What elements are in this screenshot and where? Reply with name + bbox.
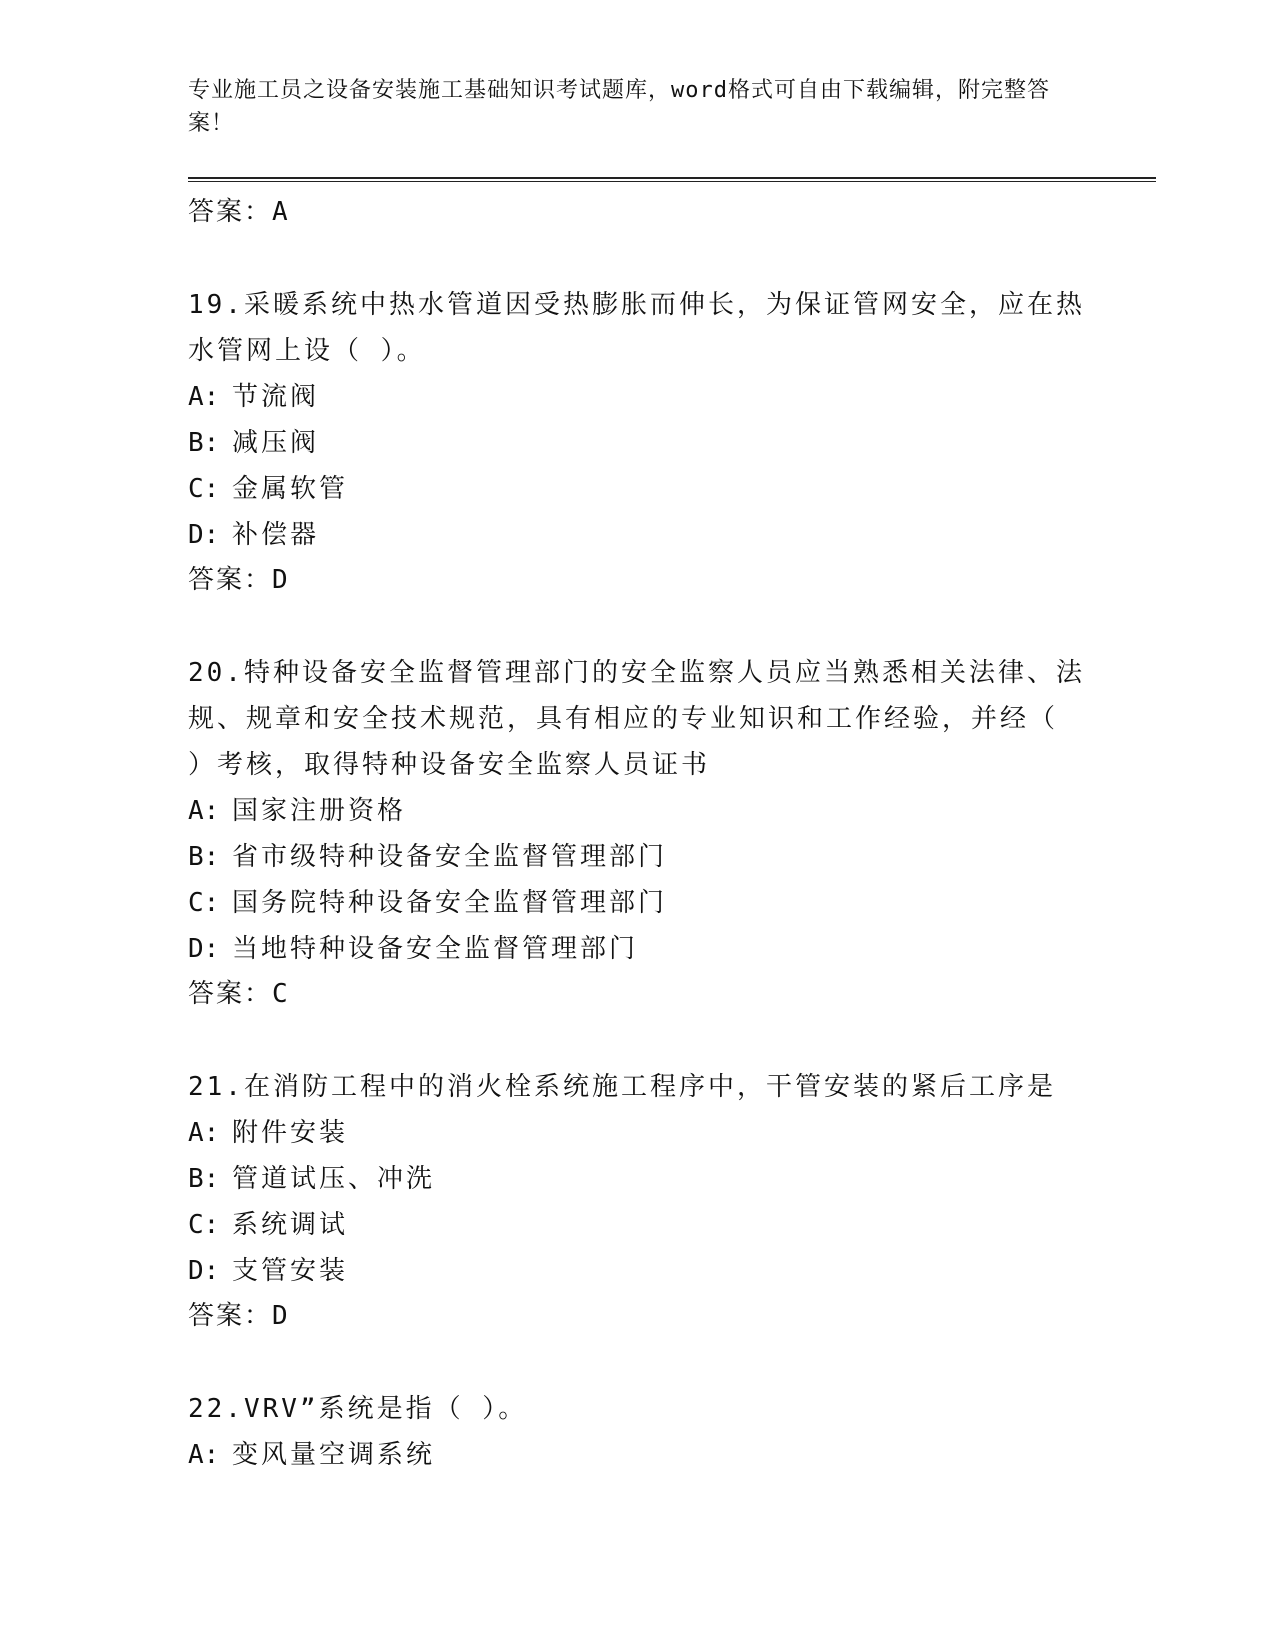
question-block bbox=[188, 282, 1088, 602]
answer-line: 答案：D bbox=[188, 565, 288, 595]
question-block bbox=[188, 1386, 1088, 1478]
answer-line: 答案：A bbox=[188, 197, 288, 227]
question-text: 21.在消防工程中的消火栓系统施工程序中，干管安装的紧后工序是 bbox=[188, 1072, 1056, 1102]
option-d: D: 支管安装 bbox=[188, 1256, 349, 1286]
option-a: A: 国家注册资格 bbox=[188, 796, 407, 826]
option-b: B: 减压阀 bbox=[188, 428, 320, 458]
option-c: C: 系统调试 bbox=[188, 1210, 349, 1240]
option-b: B: 省市级特种设备安全监督管理部门 bbox=[188, 842, 668, 872]
option-d: D: 补偿器 bbox=[188, 520, 320, 550]
question-list bbox=[188, 190, 1088, 1478]
option-b: B: 管道试压、冲洗 bbox=[188, 1164, 436, 1194]
option-c: C: 金属软管 bbox=[188, 474, 349, 504]
question-block bbox=[188, 650, 1088, 1016]
document-header: 专业施工员之设备安装施工基础知识考试题库，word格式可自由下载编辑，附完整答案！ bbox=[188, 78, 1050, 136]
header-divider bbox=[188, 177, 1156, 182]
question-text: 22.VRV”系统是指（ ）。 bbox=[188, 1394, 528, 1424]
option-c: C: 国务院特种设备安全监督管理部门 bbox=[188, 888, 668, 918]
option-a: A: 变风量空调系统 bbox=[188, 1440, 436, 1470]
option-d: D: 当地特种设备安全监督管理部门 bbox=[188, 934, 639, 964]
answer-line: 答案：D bbox=[188, 1301, 288, 1331]
answer-line: 答案：C bbox=[188, 979, 288, 1009]
question-text: 20.特种设备安全监督管理部门的安全监察人员应当熟悉相关法律、法规、规章和安全技术规范，具有相应的专业知识和工作经验，并经（ ）考核，取得特种设备安全监察人员证书 bbox=[188, 658, 1085, 780]
question-text: 19.采暖系统中热水管道因受热膨胀而伸长，为保证管网安全，应在热水管网上设（ ）。 bbox=[188, 290, 1085, 366]
option-a: A: 附件安装 bbox=[188, 1118, 349, 1148]
option-a: A: 节流阀 bbox=[188, 382, 320, 412]
question-block bbox=[188, 1064, 1088, 1338]
